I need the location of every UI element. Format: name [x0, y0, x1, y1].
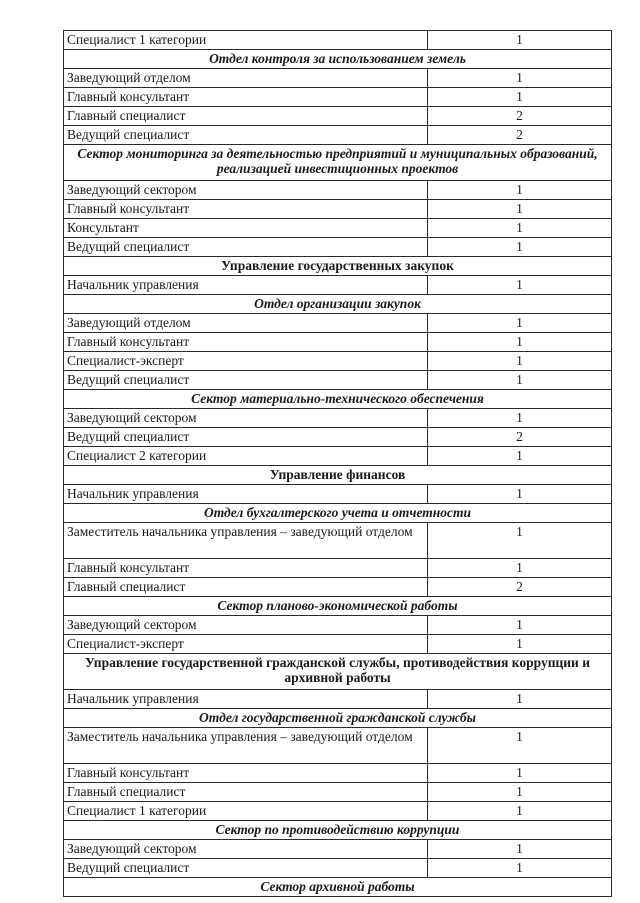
position-count: 1	[428, 783, 612, 802]
position-row	[64, 69, 612, 88]
position-title: Ведущий специалист	[64, 428, 428, 447]
position-title: Главный консультант	[64, 764, 428, 783]
position-title: Заместитель начальника управления – заведующий отделом	[64, 728, 428, 764]
position-count: 1	[428, 69, 612, 88]
subdivision-title: Сектор по противодействию коррупции	[64, 821, 612, 840]
subdivision-title: Отдел организации закупок	[64, 295, 612, 314]
section-header-row	[64, 50, 612, 69]
position-title: Главный консультант	[64, 559, 428, 578]
position-title: Главный консультант	[64, 200, 428, 219]
department-title: Управление государственных закупок	[64, 257, 612, 276]
position-row	[64, 314, 612, 333]
position-title: Консультант	[64, 219, 428, 238]
position-count: 2	[428, 428, 612, 447]
section-header-row	[64, 295, 612, 314]
position-count: 1	[428, 690, 612, 709]
position-row	[64, 219, 612, 238]
position-row	[64, 802, 612, 821]
position-count: 1	[428, 409, 612, 428]
position-title: Специалист-эксперт	[64, 352, 428, 371]
subdivision-title: Сектор архивной работы	[64, 878, 612, 897]
position-row	[64, 485, 612, 504]
position-row	[64, 352, 612, 371]
subdivision-title: Сектор мониторинга за деятельностью предприятий и муниципальных образований, реализацией инвестиционных проектов	[64, 145, 612, 181]
position-row	[64, 409, 612, 428]
position-title: Ведущий специалист	[64, 238, 428, 257]
position-count: 1	[428, 200, 612, 219]
position-row	[64, 107, 612, 126]
position-row	[64, 783, 612, 802]
position-title: Ведущий специалист	[64, 371, 428, 390]
position-title: Специалист-эксперт	[64, 635, 428, 654]
position-count: 1	[428, 635, 612, 654]
position-row	[64, 447, 612, 466]
position-row	[64, 690, 612, 709]
position-title: Специалист 2 категории	[64, 447, 428, 466]
position-count: 1	[428, 238, 612, 257]
position-count: 2	[428, 126, 612, 145]
section-header-row	[64, 654, 612, 690]
position-row	[64, 276, 612, 295]
department-title: Управление государственной гражданской службы, противодействия коррупции и архивной работы	[64, 654, 612, 690]
department-title: Управление финансов	[64, 466, 612, 485]
staffing-table-body	[64, 31, 612, 897]
position-title: Начальник управления	[64, 690, 428, 709]
position-title: Заведующий отделом	[64, 314, 428, 333]
position-row	[64, 523, 612, 559]
section-header-row	[64, 709, 612, 728]
staffing-table	[63, 30, 612, 897]
section-header-row	[64, 390, 612, 409]
position-count: 1	[428, 859, 612, 878]
position-row	[64, 238, 612, 257]
position-count: 1	[428, 333, 612, 352]
position-title: Начальник управления	[64, 276, 428, 295]
position-row	[64, 840, 612, 859]
position-count: 1	[428, 314, 612, 333]
position-row	[64, 859, 612, 878]
position-row	[64, 559, 612, 578]
position-title: Заведующий сектором	[64, 616, 428, 635]
position-row	[64, 333, 612, 352]
position-count: 1	[428, 728, 612, 764]
position-count: 1	[428, 352, 612, 371]
subdivision-title: Отдел государственной гражданской службы	[64, 709, 612, 728]
position-count: 1	[428, 371, 612, 390]
position-count: 1	[428, 276, 612, 295]
position-title: Главный специалист	[64, 783, 428, 802]
position-count: 2	[428, 578, 612, 597]
position-count: 1	[428, 523, 612, 559]
subdivision-title: Сектор планово-экономической работы	[64, 597, 612, 616]
position-count: 1	[428, 447, 612, 466]
position-title: Заведующий сектором	[64, 181, 428, 200]
position-title: Заведующий сектором	[64, 409, 428, 428]
position-title: Ведущий специалист	[64, 859, 428, 878]
position-title: Начальник управления	[64, 485, 428, 504]
position-count: 1	[428, 181, 612, 200]
subdivision-title: Отдел контроля за использованием земель	[64, 50, 612, 69]
subdivision-title: Отдел бухгалтерского учета и отчетности	[64, 504, 612, 523]
position-row	[64, 428, 612, 447]
position-row	[64, 200, 612, 219]
position-row	[64, 181, 612, 200]
position-row	[64, 371, 612, 390]
position-count: 2	[428, 107, 612, 126]
position-title: Главный специалист	[64, 578, 428, 597]
position-count: 1	[428, 764, 612, 783]
position-title: Специалист 1 категории	[64, 31, 428, 50]
position-count: 1	[428, 559, 612, 578]
position-count: 1	[428, 616, 612, 635]
section-header-row	[64, 145, 612, 181]
section-header-row	[64, 821, 612, 840]
section-header-row	[64, 466, 612, 485]
position-title: Специалист 1 категории	[64, 802, 428, 821]
position-row	[64, 764, 612, 783]
subdivision-title: Сектор материально-технического обеспечения	[64, 390, 612, 409]
position-row	[64, 578, 612, 597]
position-row	[64, 126, 612, 145]
position-count: 1	[428, 840, 612, 859]
position-title: Заведующий отделом	[64, 69, 428, 88]
position-title: Ведущий специалист	[64, 126, 428, 145]
position-row	[64, 88, 612, 107]
staffing-document-page	[63, 30, 607, 897]
position-row	[64, 616, 612, 635]
position-count: 1	[428, 31, 612, 50]
position-count: 1	[428, 802, 612, 821]
section-header-row	[64, 257, 612, 276]
section-header-row	[64, 597, 612, 616]
position-title: Заведующий сектором	[64, 840, 428, 859]
position-row	[64, 728, 612, 764]
section-header-row	[64, 504, 612, 523]
position-title: Главный консультант	[64, 333, 428, 352]
position-title: Главный консультант	[64, 88, 428, 107]
position-title: Заместитель начальника управления – заведующий отделом	[64, 523, 428, 559]
position-count: 1	[428, 485, 612, 504]
position-row	[64, 31, 612, 50]
position-row	[64, 635, 612, 654]
position-title: Главный специалист	[64, 107, 428, 126]
position-count: 1	[428, 219, 612, 238]
position-count: 1	[428, 88, 612, 107]
section-header-row	[64, 878, 612, 897]
